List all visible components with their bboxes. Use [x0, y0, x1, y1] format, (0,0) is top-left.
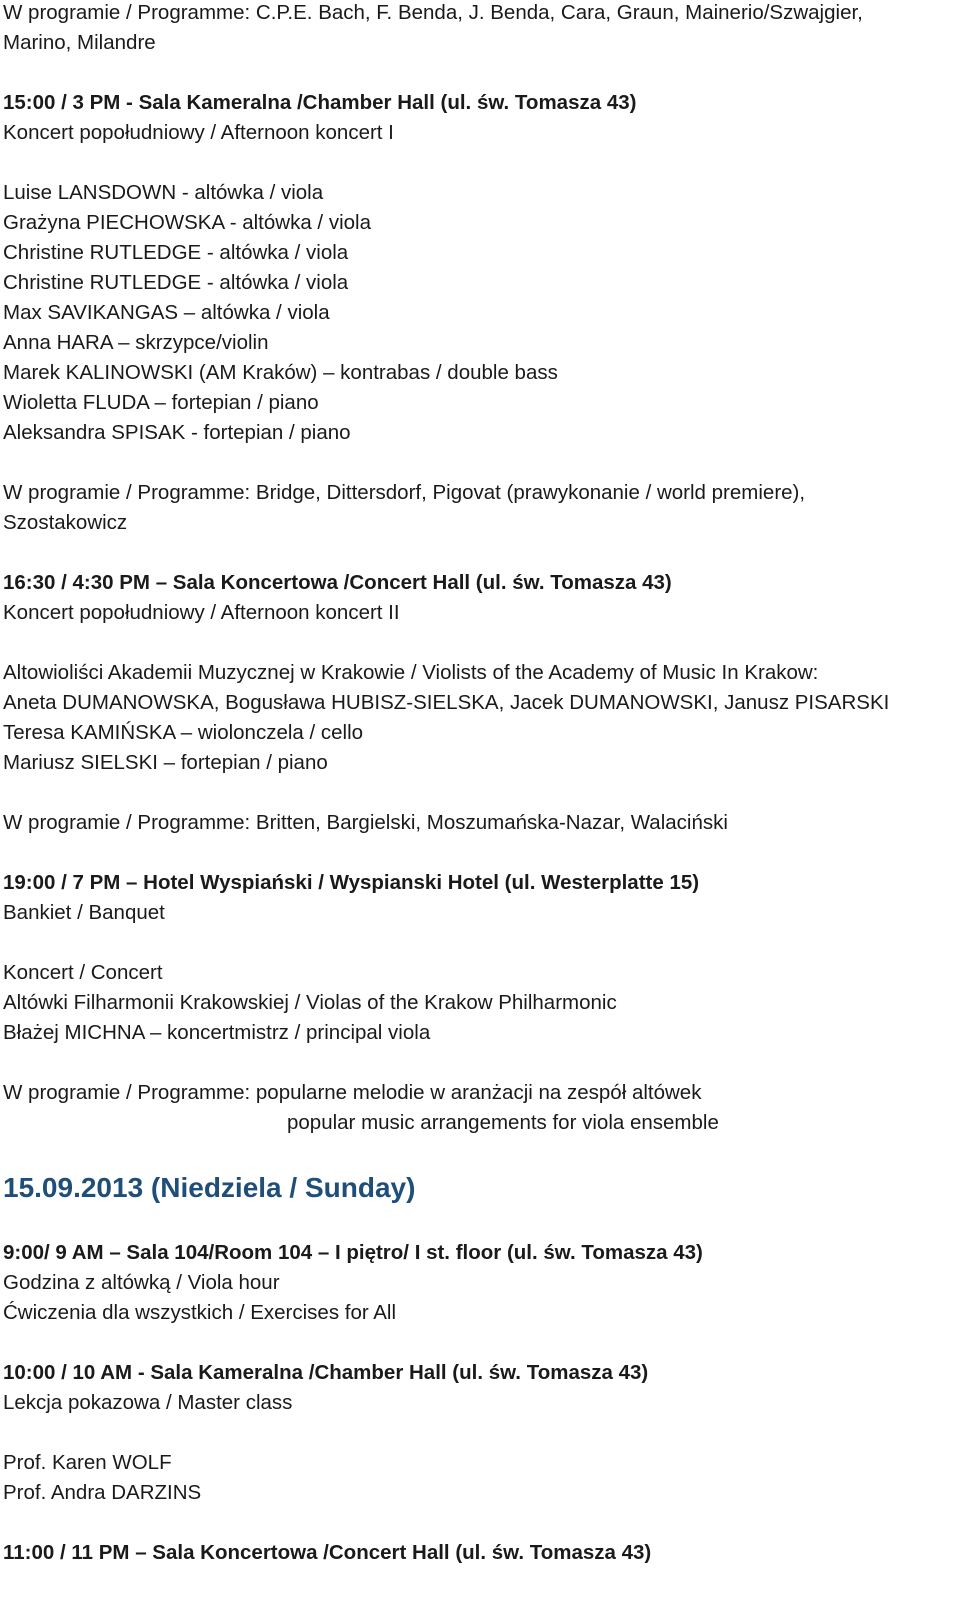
event-title: Koncert / Concert: [3, 961, 163, 984]
ensemble-line: Altowioliści Akademii Muzycznej w Krakowie / Violists of the Academy of Music In Krakow:: [3, 661, 819, 684]
event-heading: 11:00 / 11 PM – Sala Koncertowa /Concert Hall (ul. św. Tomasza 43): [3, 1541, 652, 1564]
performer: Mariusz SIELSKI – fortepian / piano: [3, 751, 328, 774]
performer: Grażyna PIECHOWSKA - altówka / viola: [3, 211, 371, 234]
performer: Marek KALINOWSKI (AM Kraków) – kontrabas / double bass: [3, 361, 558, 384]
event-heading: 9:00/ 9 AM – Sala 104/Room 104 – I piętro/ I st. floor (ul. św. Tomasza 43): [3, 1241, 703, 1264]
event-heading: 19:00 / 7 PM – Hotel Wyspiański / Wyspianski Hotel (ul. Westerplatte 15): [3, 871, 700, 894]
event-subtitle: Ćwiczenia dla wszystkich / Exercises for All: [3, 1301, 397, 1324]
event-title: Koncert popołudniowy / Afternoon koncert I: [3, 121, 394, 144]
programme-line: W programie / Programme: Britten, Bargielski, Moszumańska-Nazar, Walaciński: [3, 811, 728, 834]
day-heading: 15.09.2013 (Niedziela / Sunday): [3, 1172, 416, 1203]
performer: Prof. Karen WOLF: [3, 1451, 172, 1474]
event-heading: 16:30 / 4:30 PM – Sala Koncertowa /Concert Hall (ul. św. Tomasza 43): [3, 571, 672, 594]
programme-line: W programie / Programme: C.P.E. Bach, F. Benda, J. Benda, Cara, Graun, Mainerio/Szwajgier,: [3, 1, 863, 24]
event-title: Godzina z altówką / Viola hour: [3, 1271, 280, 1294]
performer: Aleksandra SPISAK - fortepian / piano: [3, 421, 351, 444]
ensemble-line: Altówki Filharmonii Krakowskiej / Violas of the Krakow Philharmonic: [3, 991, 617, 1014]
performer: Wioletta FLUDA – fortepian / piano: [3, 391, 319, 414]
programme-line-cont: Szostakowicz: [3, 511, 128, 534]
performer: Błażej MICHNA – koncertmistrz / principal viola: [3, 1021, 431, 1044]
programme-line: W programie / Programme: Bridge, Dittersdorf, Pigovat (prawykonanie / world premiere),: [3, 481, 806, 504]
performer: Christine RUTLEDGE - altówka / viola: [3, 241, 349, 264]
programme-line-cont: popular music arrangements for viola ensemble: [287, 1111, 719, 1134]
programme-line-cont: Marino, Milandre: [3, 31, 156, 54]
performer: Aneta DUMANOWSKA, Bogusława HUBISZ-SIELSKA, Jacek DUMANOWSKI, Janusz PISARSKI: [3, 691, 890, 714]
event-title: Bankiet / Banquet: [3, 901, 165, 924]
performer: Anna HARA – skrzypce/violin: [3, 331, 269, 354]
event-heading: 15:00 / 3 PM - Sala Kameralna /Chamber Hall (ul. św. Tomasza 43): [3, 91, 637, 114]
event-heading: 10:00 / 10 AM - Sala Kameralna /Chamber Hall (ul. św. Tomasza 43): [3, 1361, 649, 1384]
performer: Max SAVIKANGAS – altówka / viola: [3, 301, 330, 324]
programme-line: W programie / Programme: popularne melodie w aranżacji na zespół altówek: [3, 1081, 702, 1104]
performer: Luise LANSDOWN - altówka / viola: [3, 181, 324, 204]
performer: Teresa KAMIŃSKA – wiolonczela / cello: [3, 721, 364, 744]
event-title: Lekcja pokazowa / Master class: [3, 1391, 293, 1414]
performer: Prof. Andra DARZINS: [3, 1481, 202, 1504]
event-title: Koncert popołudniowy / Afternoon koncert II: [3, 601, 400, 624]
performer: Christine RUTLEDGE - altówka / viola: [3, 271, 349, 294]
